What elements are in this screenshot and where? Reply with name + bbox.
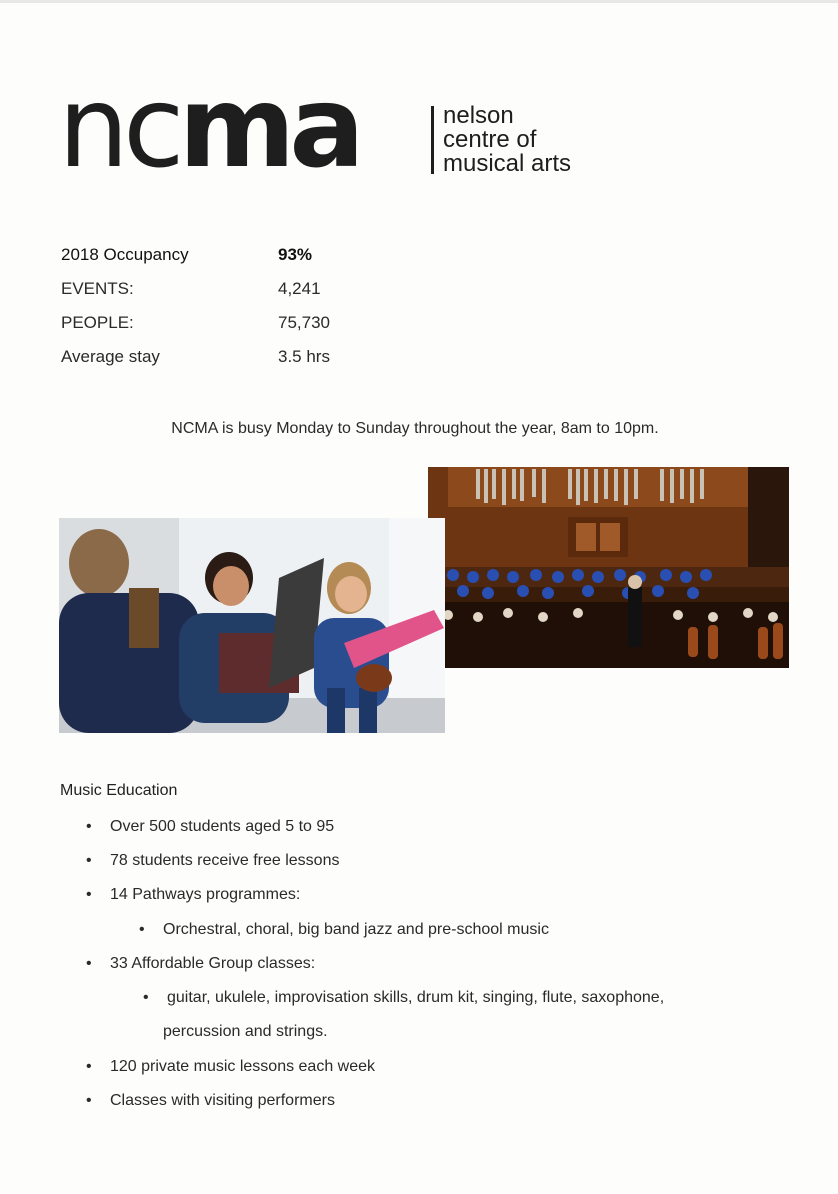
list-item-text: Over 500 students aged 5 to 95 — [110, 818, 335, 835]
list-item-text: Classes with visiting performers — [110, 1092, 335, 1109]
stat-label: EVENTS: — [61, 279, 134, 298]
bullet-icon: • — [143, 989, 149, 1006]
stat-value: 3.5 hrs — [278, 347, 330, 366]
logo-text-bold: ma — [178, 63, 359, 193]
bullet-icon: • — [86, 886, 92, 903]
bullet-icon: • — [86, 1058, 92, 1075]
students-photo — [59, 518, 445, 733]
logo-text-light: nc — [58, 63, 179, 193]
ncma-logo — [58, 63, 359, 193]
music-education-title: Music Education — [60, 782, 178, 799]
bullet-icon: • — [86, 955, 92, 972]
stat-value: 93% — [278, 245, 313, 264]
list-item-text: percussion and strings. — [163, 1023, 328, 1040]
busy-statement: NCMA is busy Monday to Sunday throughout the year, 8am to 10pm. — [171, 420, 659, 437]
list-item-text: 33 Affordable Group classes: — [110, 955, 316, 972]
list-item-text: Orchestral, choral, big band jazz and pre-school music — [163, 921, 549, 938]
list-item-text: 14 Pathways programmes: — [110, 886, 301, 903]
tagline-line-1: nelson — [443, 102, 514, 129]
top-edge-line — [0, 0, 838, 3]
logo-divider — [431, 106, 434, 174]
list-item-text: 120 private music lessons each week — [110, 1058, 376, 1075]
orchestra-photo — [428, 467, 789, 668]
tagline-line-2: centre of — [443, 126, 537, 153]
logo-tagline — [443, 104, 571, 176]
bullet-icon: • — [139, 921, 145, 938]
tagline-line-3: musical arts — [443, 150, 572, 177]
list-item-text: guitar, ukulele, improvisation skills, drum kit, singing, flute, saxophone, — [167, 989, 665, 1006]
bullet-icon: • — [86, 818, 92, 835]
stat-value: 4,241 — [278, 279, 321, 298]
stat-label: Average stay — [61, 347, 160, 366]
bullet-icon: • — [86, 1092, 92, 1109]
stat-label: PEOPLE: — [61, 313, 134, 332]
bullet-icon: • — [86, 852, 92, 869]
stat-value: 75,730 — [278, 313, 330, 332]
stat-label: 2018 Occupancy — [61, 245, 189, 264]
list-item-text: 78 students receive free lessons — [110, 852, 340, 869]
